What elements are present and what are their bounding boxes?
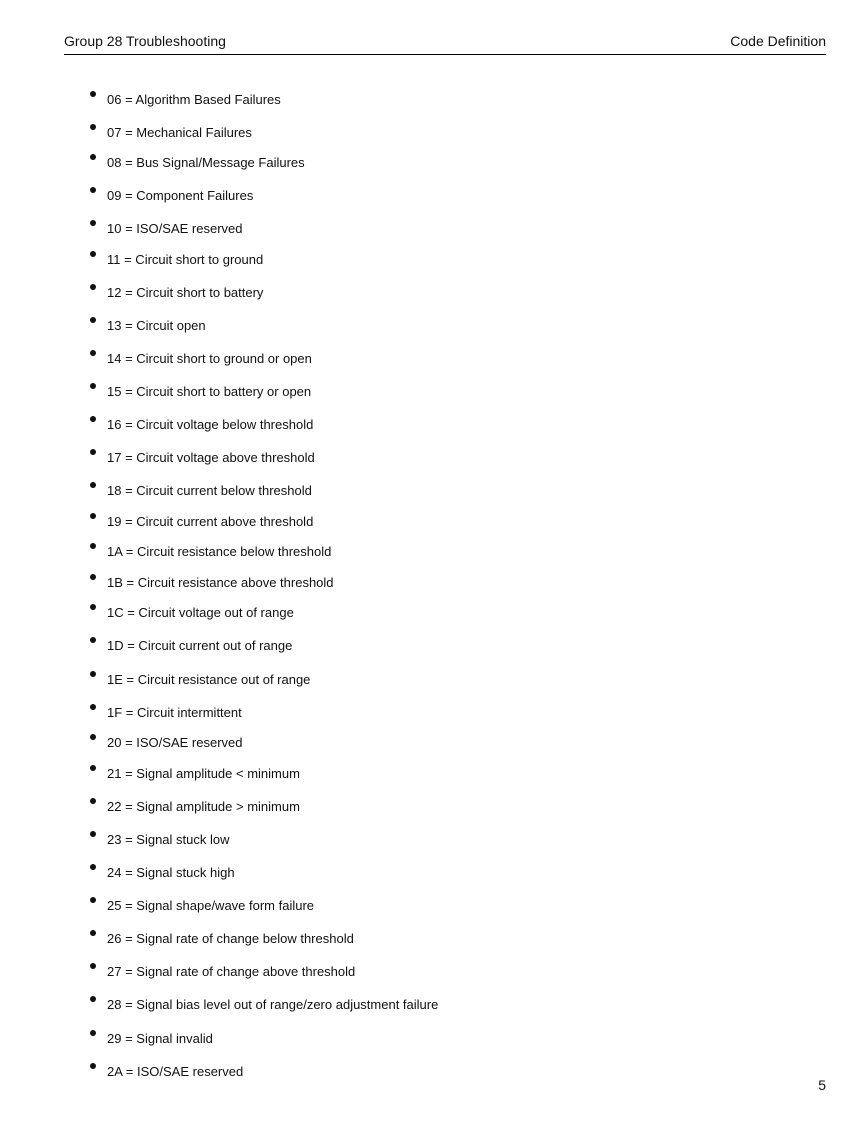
- code-definition-text: 10 = ISO/SAE reserved: [107, 221, 243, 236]
- bullet-icon: [90, 996, 96, 1002]
- header-page-topic: Code Definition: [730, 33, 826, 49]
- code-definition-text: 14 = Circuit short to ground or open: [107, 351, 312, 366]
- code-definition-text: 15 = Circuit short to battery or open: [107, 384, 312, 399]
- code-definition-text: 13 = Circuit open: [107, 318, 206, 333]
- bullet-icon: [90, 220, 96, 226]
- code-definition-text: 22 = Signal amplitude > minimum: [107, 799, 300, 814]
- code-definition-text: 20 = ISO/SAE reserved: [107, 735, 243, 750]
- bullet-icon: [90, 798, 96, 804]
- code-definition-text: 29 = Signal invalid: [107, 1031, 213, 1046]
- code-definition-text: 24 = Signal stuck high: [107, 865, 235, 880]
- bullet-icon: [90, 897, 96, 903]
- code-definition-text: 16 = Circuit voltage below threshold: [107, 417, 314, 432]
- code-definition-text: 21 = Signal amplitude < minimum: [107, 766, 300, 781]
- code-definition-text: 07 = Mechanical Failures: [107, 125, 252, 140]
- bullet-icon: [90, 1063, 96, 1069]
- page-number: 5: [818, 1077, 826, 1093]
- bullet-icon: [90, 604, 96, 610]
- bullet-icon: [90, 930, 96, 936]
- bullet-icon: [90, 734, 96, 740]
- code-definition-text: 1B = Circuit resistance above threshold: [107, 575, 334, 590]
- code-definition-text: 1F = Circuit intermittent: [107, 705, 242, 720]
- bullet-icon: [90, 543, 96, 549]
- bullet-icon: [90, 317, 96, 323]
- bullet-icon: [90, 513, 96, 519]
- code-definition-text: 1E = Circuit resistance out of range: [107, 672, 311, 687]
- code-definition-text: 1D = Circuit current out of range: [107, 638, 293, 653]
- code-definition-text: 1A = Circuit resistance below threshold: [107, 544, 332, 559]
- code-definition-text: 25 = Signal shape/wave form failure: [107, 898, 315, 913]
- bullet-icon: [90, 251, 96, 257]
- code-definition-text: 28 = Signal bias level out of range/zero adjustment failure: [107, 997, 439, 1012]
- bullet-icon: [90, 91, 96, 97]
- code-definition-text: 12 = Circuit short to battery: [107, 285, 264, 300]
- code-definition-text: 23 = Signal stuck low: [107, 832, 230, 847]
- code-definition-text: 11 = Circuit short to ground: [107, 252, 264, 267]
- code-definition-text: 09 = Component Failures: [107, 188, 254, 203]
- bullet-icon: [90, 831, 96, 837]
- bullet-icon: [90, 449, 96, 455]
- code-definition-text: 08 = Bus Signal/Message Failures: [107, 155, 305, 170]
- bullet-icon: [90, 704, 96, 710]
- code-definition-text: 19 = Circuit current above threshold: [107, 514, 314, 529]
- bullet-icon: [90, 963, 96, 969]
- header-section-title: Group 28 Troubleshooting: [64, 33, 226, 49]
- bullet-icon: [90, 765, 96, 771]
- code-definition-text: 17 = Circuit voltage above threshold: [107, 450, 315, 465]
- bullet-icon: [90, 864, 96, 870]
- bullet-icon: [90, 637, 96, 643]
- bullet-icon: [90, 383, 96, 389]
- code-definition-text: 1C = Circuit voltage out of range: [107, 605, 294, 620]
- code-definition-text: 06 = Algorithm Based Failures: [107, 92, 281, 107]
- code-definition-text: 2A = ISO/SAE reserved: [107, 1064, 244, 1079]
- bullet-icon: [90, 350, 96, 356]
- bullet-icon: [90, 124, 96, 130]
- bullet-icon: [90, 482, 96, 488]
- bullet-icon: [90, 574, 96, 580]
- code-definition-text: 18 = Circuit current below threshold: [107, 483, 312, 498]
- bullet-icon: [90, 1030, 96, 1036]
- bullet-icon: [90, 671, 96, 677]
- code-definition-text: 27 = Signal rate of change above threshold: [107, 964, 356, 979]
- bullet-icon: [90, 284, 96, 290]
- bullet-icon: [90, 154, 96, 160]
- bullet-icon: [90, 416, 96, 422]
- bullet-icon: [90, 187, 96, 193]
- code-definition-text: 26 = Signal rate of change below threshold: [107, 931, 354, 946]
